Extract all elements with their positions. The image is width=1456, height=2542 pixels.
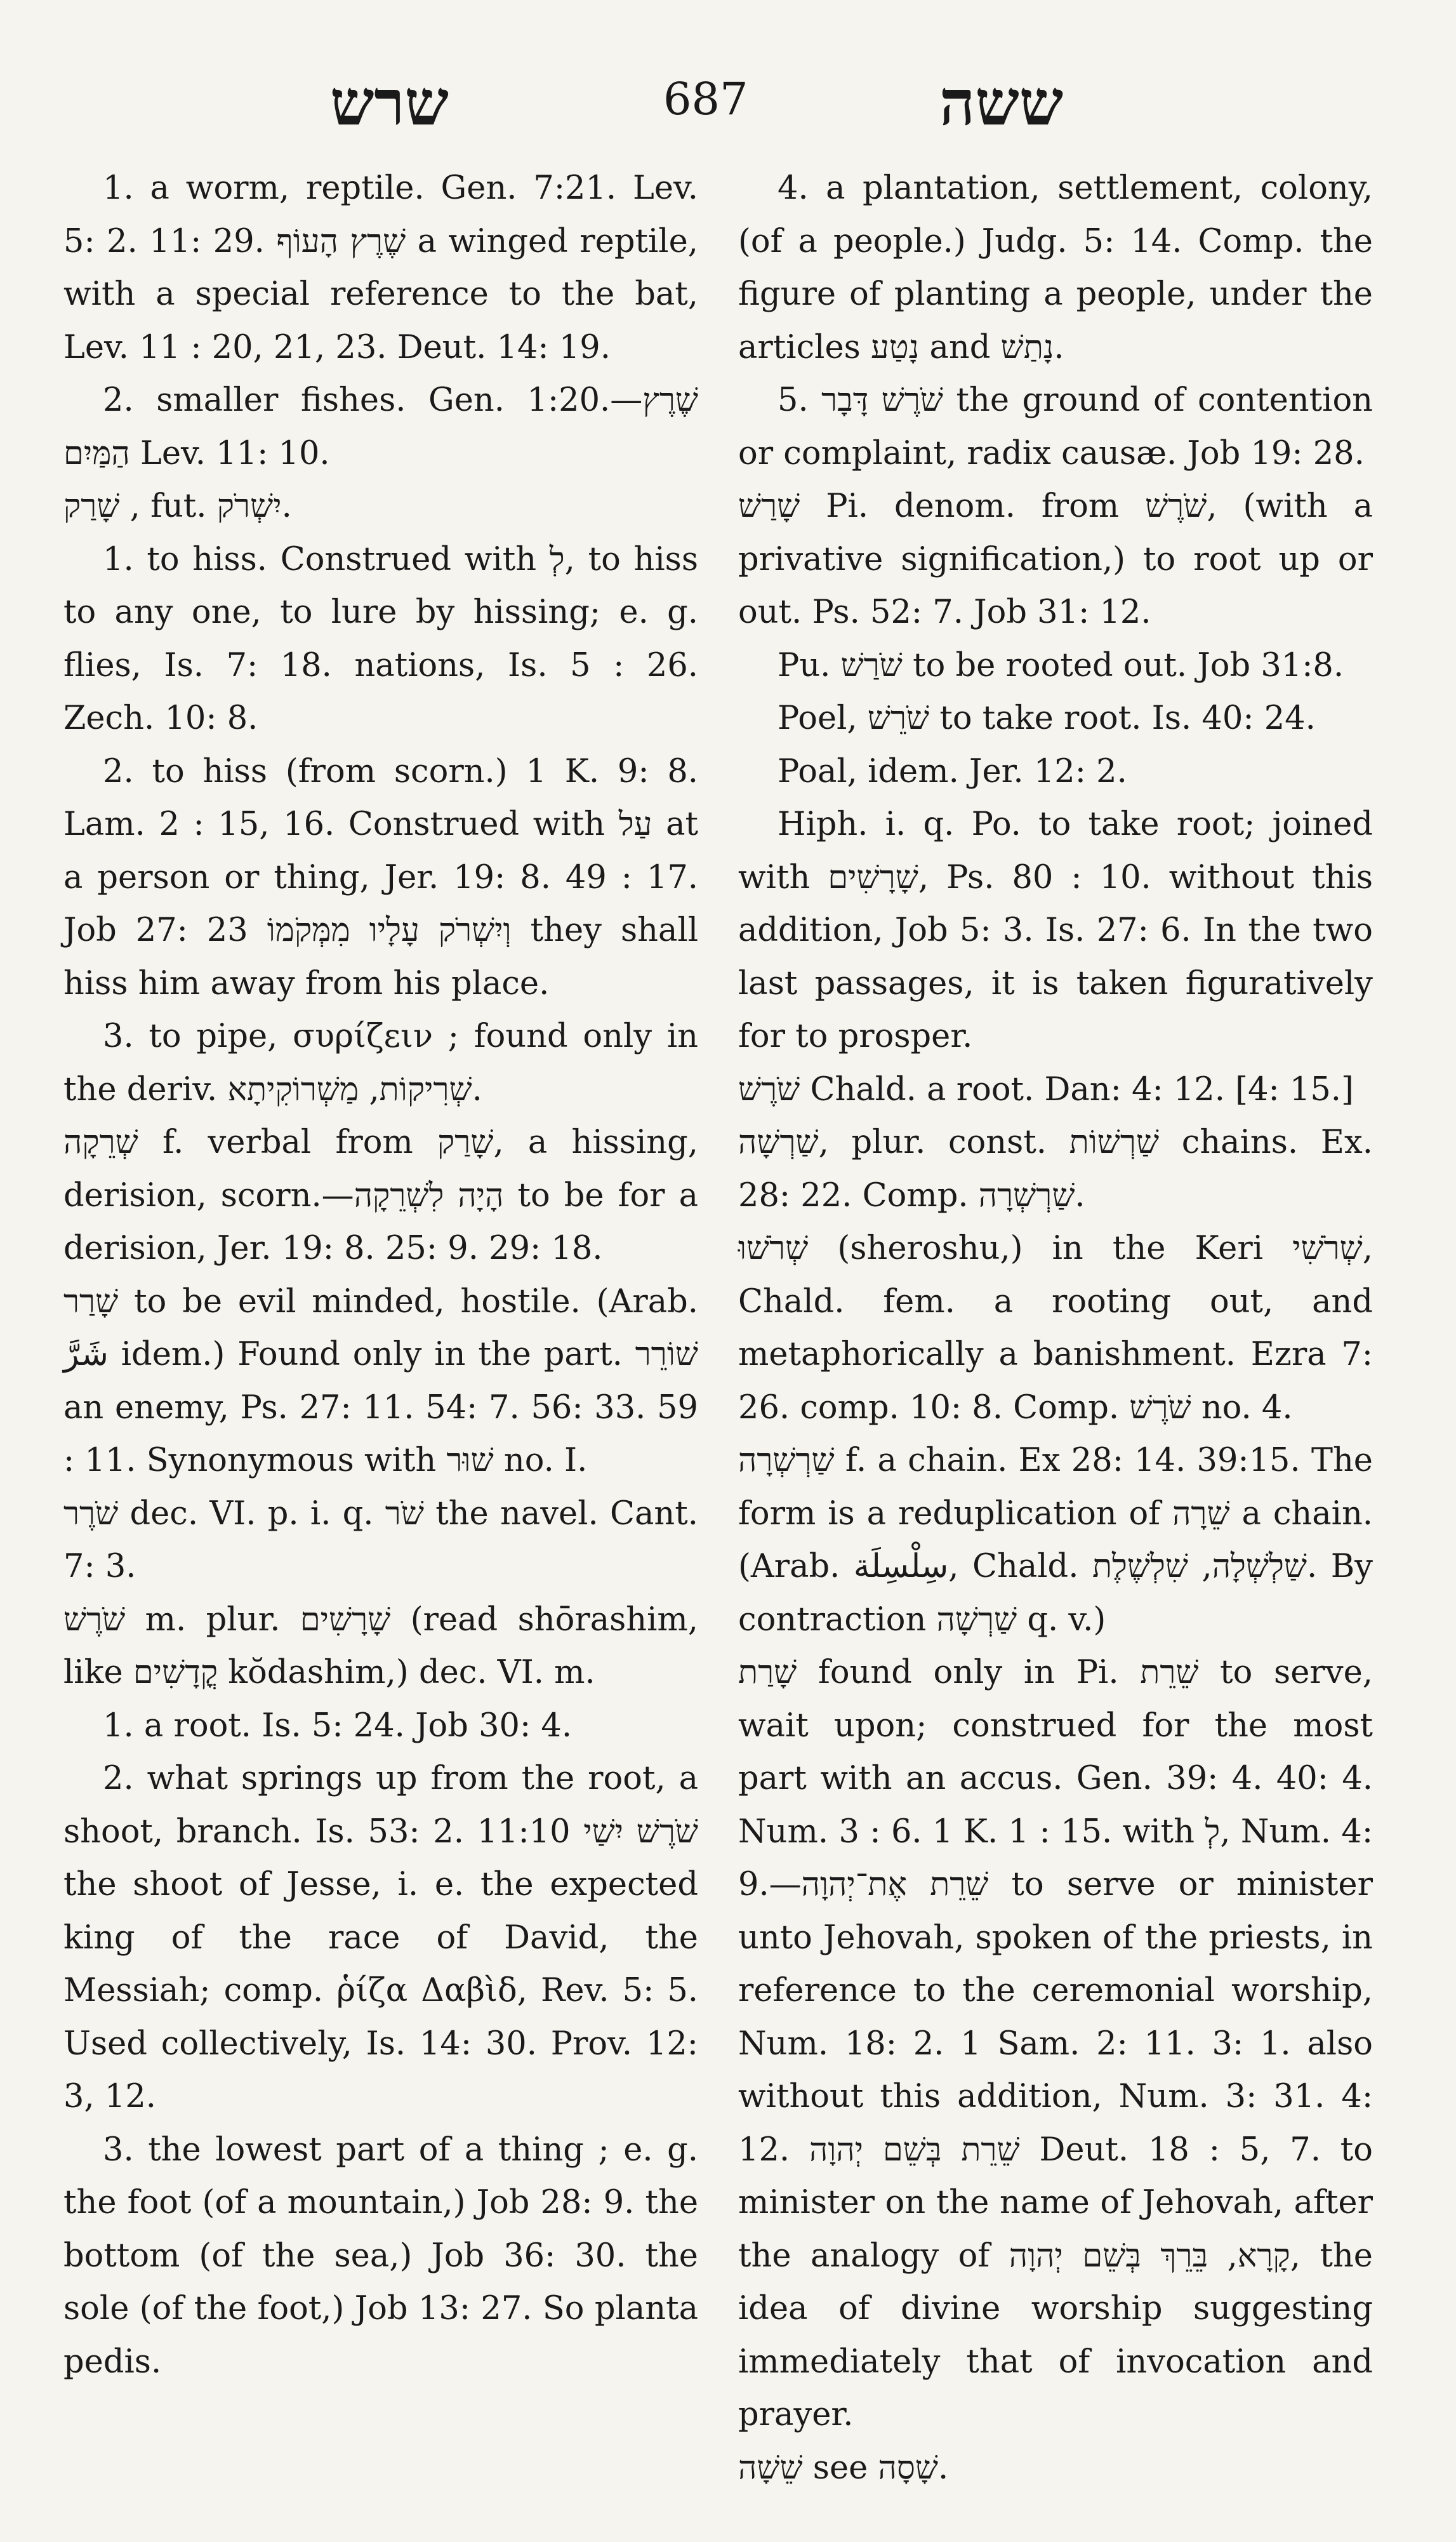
entry-paragraph: 4. a plantation, settlement, colony, (of a people.) Judg. 5: 14. Comp. the figure of planting a people, under the articles נָטַע and נָתַשׁ. <box>738 170 1373 366</box>
entry-paragraph: שֹׁרֶשׁ m. plur. שָׁרָשִׁים (read shōrashim, like קֳדָשִׁים kŏdashim,) dec. VI. m. <box>63 1600 699 1691</box>
entry-paragraph: Poel, שֹׁרֵשׁ to take root. Is. 40: 24. <box>778 700 1316 737</box>
entry-paragraph: שֹׁרֶר dec. VI. p. i. q. שֹׁר the navel. Cant. 7: 3. <box>63 1494 698 1585</box>
page-number: 687 <box>663 73 748 125</box>
entry-paragraph: 2. what springs up from the root, a shoot, branch. Is. 53: 2. 11:10 שֹׁרֶשׁ יִשַׁי the shoot of Jesse, i. e. the expected king of the race of David, the Messiah; comp. ῥίζα Δαβὶδ, Rev. 5: 5. Used collectively, Is. 14: 30. Prov. 12: 3, 12. <box>63 1760 698 2115</box>
right-column <box>738 162 1373 2494</box>
entry-paragraph: Hiph. i. q. Po. to take root; joined with שָׁרָשִׁים, Ps. 80 : 10. without this addition, Job 5: 3. Is. 27: 6. In the two last passages, it is taken figuratively for to prosper. <box>738 806 1373 1055</box>
entry-paragraph: שָׁרַת found only in Pi. שֵׁרֵת to serve, wait upon; construed for the most part with an accus. Gen. 39: 4. 40: 4. Num. 3 : 6. 1 K. 1 : 15. with לְ, Num. 4: 9.—שֵׁרֵת אֶת־יְהוָה to serve or minister unto Jehovah, spoken of the priests, in reference to the ceremonial worship, Num. 18: 2. 1 Sam. 2: 11. 3: 1. also without this addition, Num. 3: 31. 4: 12. שֵׁרֵת בְּשֵׁם יְהוָה Deut. 18 : 5, 7. to minister on the name of Jehovah, after the analogy of קָרָא, בֵּרֵךְ בְּשֵׁם יְהוָה, the idea of divine worship suggesting immediately that of invocation and prayer. <box>738 1654 1373 2433</box>
entry-paragraph: שָׁרַשׁ Pi. denom. from שֹׁרֶשׁ, (with a privative signification,) to root up or out. Ps. 52: 7. Job 31: 12. <box>738 488 1373 631</box>
entry-paragraph: שַׁרְשָׁה, plur. const. שַׁרְשׁוֹת chains. Ex. 28: 22. Comp. שַׁרְשְׁרָה. <box>738 1124 1373 1214</box>
entry-paragraph: 3. the lowest part of a thing ; e. g. the foot (of a mountain,) Job 28: 9. the bottom (of the sea,) Job 36: 30. the sole (of the foot,) Job 13: 27. So planta pedis. <box>63 2131 698 2381</box>
running-head <box>0 67 1456 143</box>
entry-paragraph: 2. smaller fishes. Gen. 1:20.—שֶׁרֶץ הַמַּיִם Lev. 11: 10. <box>63 382 698 472</box>
entry-paragraph: Poal, idem. Jer. 12: 2. <box>778 752 1127 790</box>
entry-paragraph: 2. to hiss (from scorn.) 1 K. 9: 8. Lam. 2 : 15, 16. Construed with עַל at a person or thing, Jer. 19: 8. 49 : 17. Job 27: 23 וְיִשְׁרֹק עָלָיו מִמְּקֹמוֹ they shall hiss him away from his place. <box>63 752 699 1002</box>
entry-headword-line: שָׁרַק , fut. יִשְׁרֹק. <box>63 488 292 525</box>
entry-paragraph: 1. a worm, reptile. Gen. 7:21. Lev. 5: 2. 11: 29. שֶׁרֶץ הָעוֹף a winged reptile, with a special reference to the bat, Lev. 11 : 20, 21, 23. Deut. 14: 19. <box>63 170 699 366</box>
entry-paragraph: 1. to hiss. Construed with לְ, to hiss to any one, to lure by hissing; e. g. flies, Is. 7: 18. nations, Is. 5 : 26. Zech. 10: 8. <box>63 540 698 737</box>
running-head-left-word: שרש <box>330 67 449 140</box>
entry-paragraph: שְׁרֵקָה f. verbal from שָׁרַק, a hissing, derision, scorn.—הָיָה לִשְׁרֵקָה to be for a derision, Jer. 19: 8. 25: 9. 29: 18. <box>63 1124 698 1267</box>
entry-paragraph: שֵׁשָׁה see שָׁסָה. <box>738 2449 949 2487</box>
entry-paragraph: Pu. שֹׁרַשׁ to be rooted out. Job 31:8. <box>778 646 1344 684</box>
running-head-right-word: ששה <box>939 67 1064 140</box>
entry-paragraph: 1. a root. Is. 5: 24. Job 30: 4. <box>103 1707 572 1745</box>
entry-paragraph: שְׁרֹשׁוּ (sheroshu,) in the Keri שְׁרֹשִׁי, Chald. fem. a rooting out, and metaphorically a banishment. Ezra 7: 26. comp. 10: 8. Comp. שֹׁרֶשׁ no. 4. <box>738 1230 1373 1427</box>
entry-paragraph: שֹׁרֶשׁ Chald. a root. Dan: 4: 12. [4: 15.] <box>738 1070 1354 1108</box>
left-column <box>63 162 698 2388</box>
entry-paragraph: 3. to pipe, συρίζειν ; found only in the deriv. שְׁרִיקוֹת, מַשְׁרוֹקִיתָא. <box>63 1018 698 1108</box>
entry-paragraph: שָׁרַר to be evil minded, hostile. (Arab. شَرَّ idem.) Found only in the part. שׁוֹרֵר an enemy, Ps. 27: 11. 54: 7. 56: 33. 59 : 11. Synonymous with שׁוּר no. I. <box>63 1282 698 1479</box>
entry-paragraph: שַׁרְשְׁרָה f. a chain. Ex 28: 14. 39:15. The form is a reduplication of שֵׁרָה a chain. (Arab. سِلْسِلَة, Chald. שַׁלְשְׁלָה, שִׁלְשֶׁלֶת. By contraction שַׁרְשָׁה q. v.) <box>738 1442 1373 1639</box>
entry-paragraph: 5. שֹׁרֶשׁ דָּבָר the ground of contention or complaint, radix causæ. Job 19: 28. <box>738 382 1373 472</box>
